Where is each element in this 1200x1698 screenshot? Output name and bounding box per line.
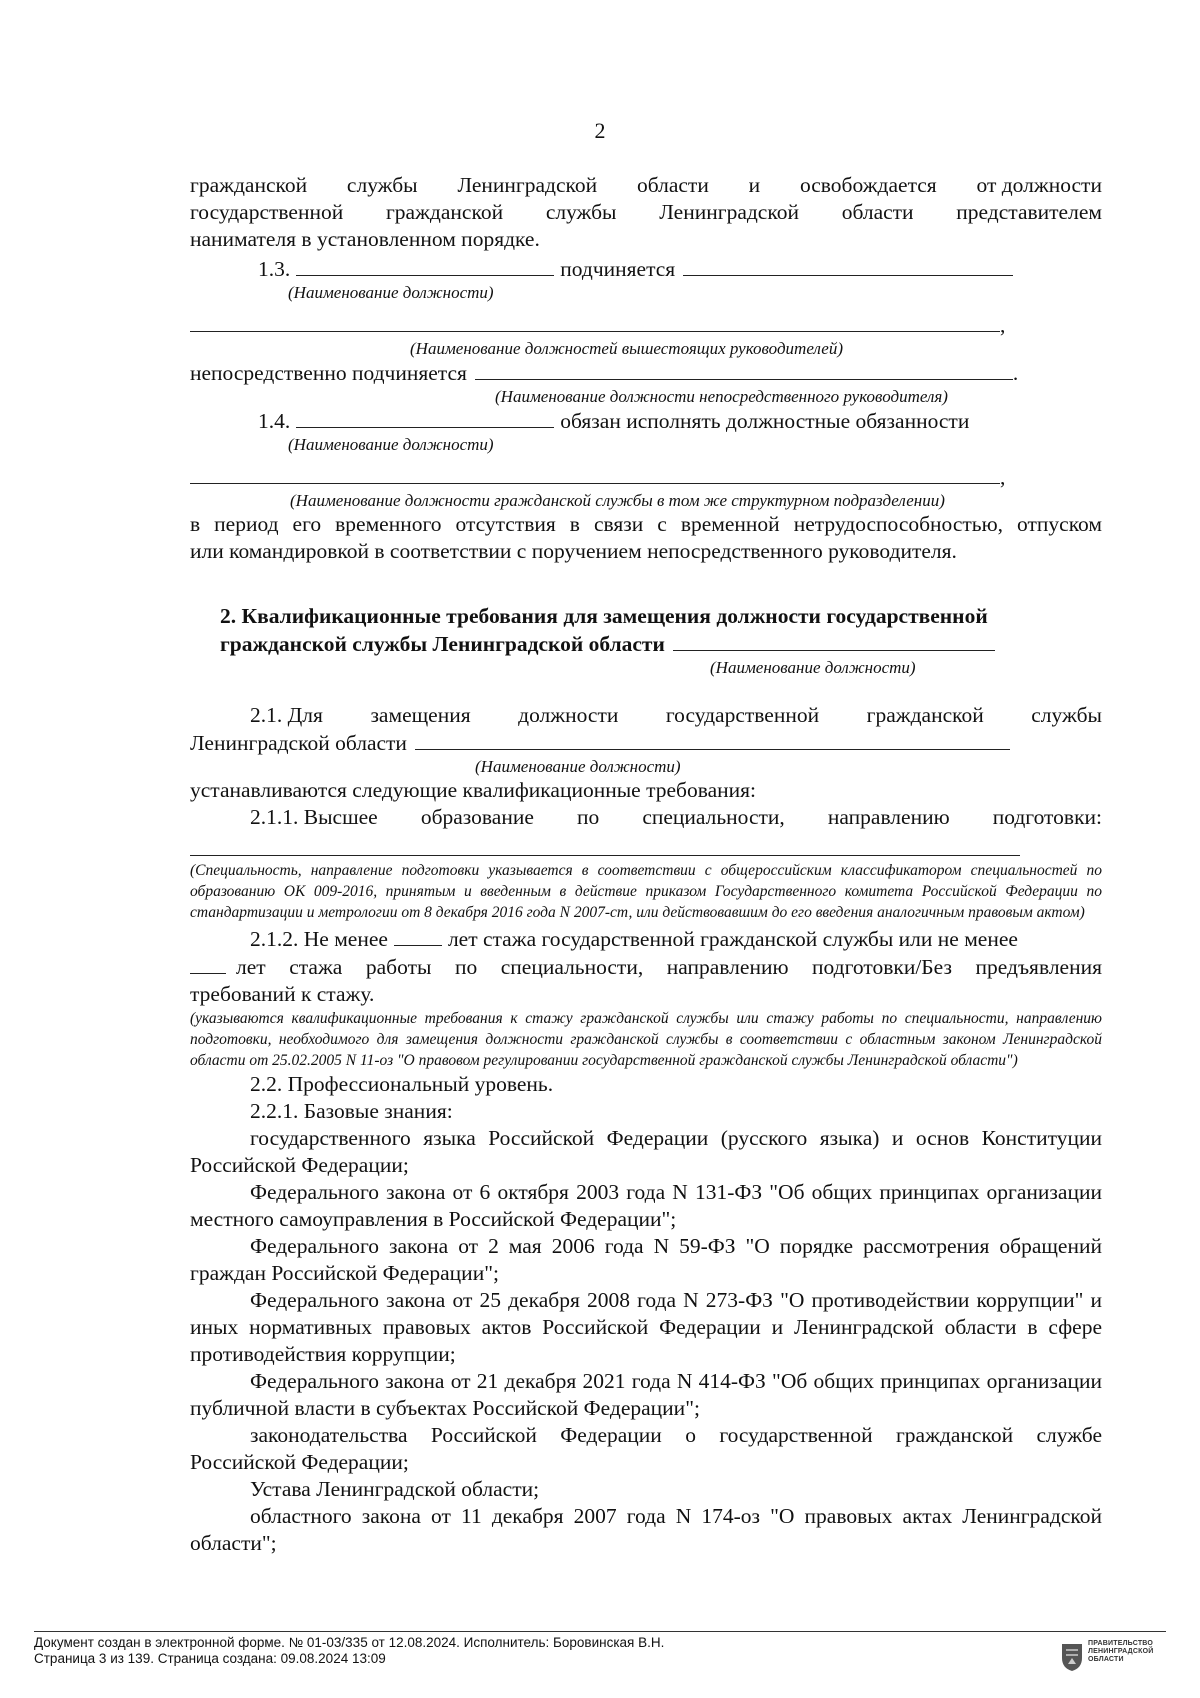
clause-1-3: 1.3. подчиняется xyxy=(190,255,1102,283)
list-item: Федерального закона от 6 октября 2003 года N 131-ФЗ "Об общих принципах организации местного самоуправления в Российской Федерации"; xyxy=(190,1180,1102,1231)
blank-substitute xyxy=(190,463,1000,484)
caption-substitute: (Наименование должности гражданской службы в том же структурном подразделении) xyxy=(290,491,945,510)
clause-2-2-1: 2.2.1. Базовые знания: xyxy=(250,1099,453,1123)
document-footer xyxy=(34,1631,1166,1691)
blank-years-service xyxy=(394,925,442,946)
clause-2-1-2-line-1: 2.1.2. Не менее лет стажа государственной гражданской службы или не менее xyxy=(250,927,1018,951)
caption-section-position: (Наименование должности) xyxy=(710,658,916,677)
footer-line-1: Документ создан в электронной форме. № 01-03/335 от 12.08.2024. Исполнитель: Боровинская В.Н. xyxy=(34,1635,665,1650)
clause-2-1-2-line-3: требований к стажу. xyxy=(190,982,375,1006)
section-2-heading-1: 2. Квалификационные требования для замещения должности государственной xyxy=(220,604,988,628)
blank-row-specialty xyxy=(190,835,1102,856)
government-logo xyxy=(1060,1640,1170,1680)
footer-text xyxy=(34,1635,664,1667)
blank-row-superiors: , xyxy=(190,311,1102,339)
blank-position xyxy=(296,255,554,276)
caption-superiors: (Наименование должностей вышестоящих руководителей) xyxy=(410,339,843,358)
coat-of-arms-icon xyxy=(1060,1642,1084,1672)
blank-superior xyxy=(683,255,1013,276)
list-item: Устава Ленинградской области; xyxy=(250,1477,540,1501)
clause-2-1-line-2: Ленинградской области xyxy=(190,729,1102,757)
note-specialty: (Специальность, направление подготовки указывается в соответствии с общероссийским классификатором специальностей по образованию ОК 009-2016, принятым и введенным в действие приказом Государственного комитета Российской Федерации по стандартизации и метрологии от 8 декабря 2016 года N 2007-ст, или действовавшим до его введения аналогичным правовым актом) xyxy=(190,862,1102,921)
blank-row-substitute: , xyxy=(190,463,1102,491)
clause-1-4: 1.4. обязан исполнять должностные обязанности xyxy=(258,409,970,433)
knowledge-list xyxy=(190,1125,1102,1557)
footer-rule xyxy=(34,1631,1166,1632)
list-item: законодательства Российской Федерации о государственной гражданской службе Российской Федерации; xyxy=(190,1423,1102,1474)
intro-line-1: гражданской службы Ленинградской области и освобождается от должности xyxy=(190,173,1102,197)
document-body xyxy=(190,172,1102,1557)
list-item: государственного языка Российской Федерации (русского языка) и основ Конституции Российской Федерации; xyxy=(190,1126,1102,1177)
list-item: Федерального закона от 25 декабря 2008 года N 273-ФЗ "О противодействии коррупции" и иных нормативных правовых актов Российской Федерации и Ленинградской области в сфере противодействия коррупции; xyxy=(190,1288,1102,1366)
caption-direct-manager: (Наименование должности непосредственного руководителя) xyxy=(495,387,948,406)
blank-superiors xyxy=(190,311,1000,332)
section-2-heading-2: гражданской службы Ленинградской области xyxy=(190,630,1102,658)
clause-1-4-text-2: или командировкой в соответствии с поручением непосредственного руководителя. xyxy=(190,539,957,563)
caption-2-1-position: (Наименование должности) xyxy=(475,757,681,776)
blank-years-work xyxy=(190,953,226,974)
blank-section-position xyxy=(673,630,995,651)
intro-line-3: нанимателя в установленном порядке. xyxy=(190,227,540,251)
intro-line-2: государственной гражданской службы Ленинградской области представителем xyxy=(190,200,1102,224)
blank-specialty xyxy=(190,835,1020,856)
clause-2-1-line-3: устанавливаются следующие квалификационные требования: xyxy=(190,778,757,802)
direct-subordination: непосредственно подчиняется . xyxy=(190,361,1019,385)
list-item: Федерального закона от 21 декабря 2021 года N 414-ФЗ "Об общих принципах организации публичной власти в субъектах Российской Федерации"; xyxy=(190,1369,1102,1420)
logo-label: ПРАВИТЕЛЬСТВО ЛЕНИНГРАДСКОЙ ОБЛАСТИ xyxy=(1088,1640,1154,1663)
blank-position-2 xyxy=(296,407,554,428)
list-item: Федерального закона от 2 мая 2006 года N 59-ФЗ "О порядке рассмотрения обращений граждан Российской Федерации"; xyxy=(190,1234,1102,1285)
clause-2-1-2-line-2: лет стажа работы по специальности, направлению подготовки/Без предъявления xyxy=(190,953,1102,981)
caption-position: (Наименование должности) xyxy=(288,283,494,302)
blank-direct-manager xyxy=(475,359,1013,380)
clause-2-1-1-line-1: 2.1.1. Высшее образование по специальности, направлению подготовки: xyxy=(250,805,1102,829)
footer-line-2: Страница 3 из 139. Страница создана: 09.08.2024 13:09 xyxy=(34,1651,386,1666)
caption-position-2: (Наименование должности) xyxy=(288,435,494,454)
clause-2-2: 2.2. Профессиональный уровень. xyxy=(250,1072,554,1096)
note-experience: (указываются квалификационные требования к стажу гражданской службы или стажу работы по специальности, направлению подготовки, необходимого для замещения должности гражданской службы в соответствии с областным законом Ленинградской области от 25.02.2005 N 11-оз "О правовом регулировании государственной гражданской службы Ленинградской области") xyxy=(190,1010,1102,1069)
list-item: областного закона от 11 декабря 2007 года N 174-оз "О правовых актах Ленинградской области"; xyxy=(190,1504,1102,1555)
clause-1-4-text-1: в период его временного отсутствия в связи с временной нетрудоспособностью, отпуском xyxy=(190,512,1102,536)
page-number: 2 xyxy=(594,118,606,143)
blank-2-1-position xyxy=(415,729,1010,750)
clause-2-1-line-1: 2.1. Для замещения должности государственной гражданской службы xyxy=(250,703,1102,727)
